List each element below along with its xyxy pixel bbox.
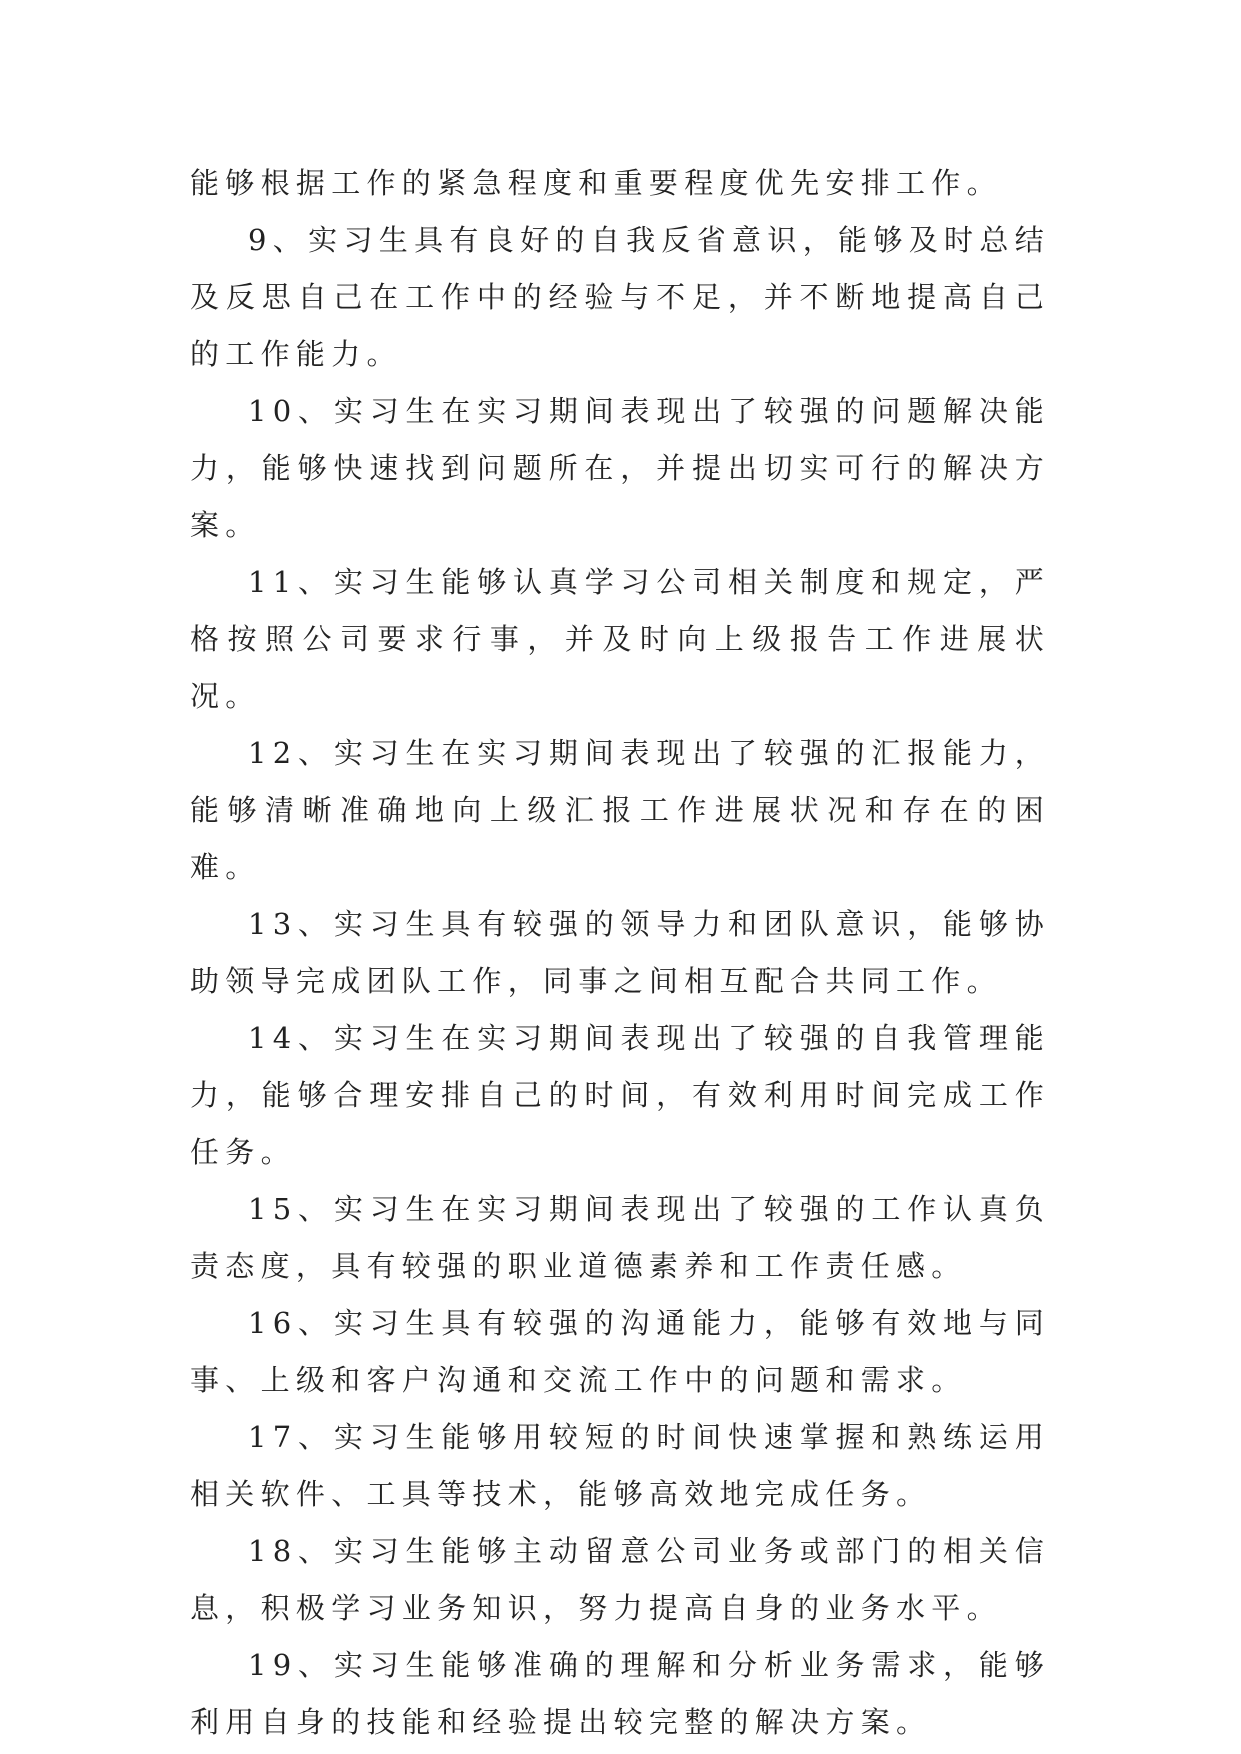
document-body xyxy=(190,155,1050,1751)
paragraph: 13、实习生具有较强的领导力和团队意识，能够协助领导完成团队工作，同事之间相互配合共同工作。 xyxy=(190,907,1050,998)
paragraph: 18、实习生能够主动留意公司业务或部门的相关信息，积极学习业务知识，努力提高自身的业务水平。 xyxy=(190,1534,1050,1625)
paragraph: 9、实习生具有良好的自我反省意识，能够及时总结及反思自己在工作中的经验与不足，并不断地提高自己的工作能力。 xyxy=(190,223,1050,371)
paragraph: 14、实习生在实习期间表现出了较强的自我管理能力，能够合理安排自己的时间，有效利用时间完成工作任务。 xyxy=(190,1021,1050,1169)
paragraph: 16、实习生具有较强的沟通能力，能够有效地与同事、上级和客户沟通和交流工作中的问题和需求。 xyxy=(190,1306,1050,1397)
paragraph: 能够根据工作的紧急程度和重要程度优先安排工作。 xyxy=(190,166,1002,200)
paragraph: 10、实习生在实习期间表现出了较强的问题解决能力，能够快速找到问题所在，并提出切实可行的解决方案。 xyxy=(190,394,1050,542)
paragraph: 19、实习生能够准确的理解和分析业务需求，能够利用自身的技能和经验提出较完整的解决方案。 xyxy=(190,1648,1050,1739)
paragraph: 17、实习生能够用较短的时间快速掌握和熟练运用相关软件、工具等技术，能够高效地完成任务。 xyxy=(190,1420,1050,1511)
paragraph: 12、实习生在实习期间表现出了较强的汇报能力，能够清晰准确地向上级汇报工作进展状况和存在的困难。 xyxy=(190,736,1050,884)
paragraph: 15、实习生在实习期间表现出了较强的工作认真负责态度，具有较强的职业道德素养和工作责任感。 xyxy=(190,1192,1050,1283)
paragraph: 11、实习生能够认真学习公司相关制度和规定，严格按照公司要求行事，并及时向上级报告工作进展状况。 xyxy=(190,565,1050,713)
